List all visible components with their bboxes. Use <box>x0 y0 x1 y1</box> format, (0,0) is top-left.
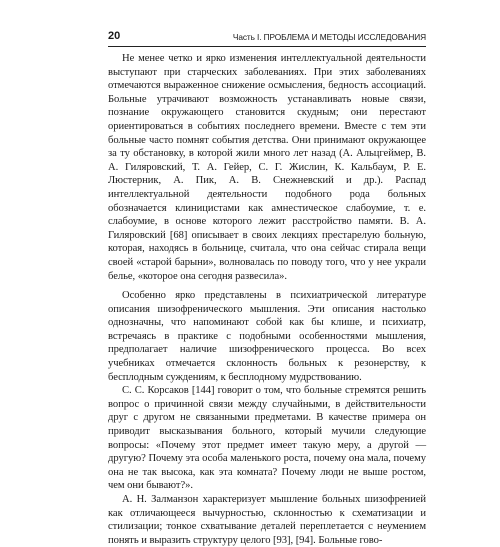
paragraph: Не менее четко и ярко изменения интеллектуальной деятельности выступают при старческих заболеваниях. При этих заболеваниях отмечаются выраженное снижение осмысления, бедность ассоциаций. Больные утрачивают возможность устанавливать новые связи, познание окружающего становится скудным; они перестают ориентироваться в событиях последнего времени. Вместе с тем эти больные часто помнят события детства. Они принимают окружающее за ту обстановку, в которой жили много лет назад (А. Альцгеймер, В. А. Гиляровский, Т. А. Гейер, С. Г. Жислин, К. Кальбаум, Р. Е. Люстерник, А. Пик, А. В. Снежневский и др.). Распад интеллектуальной деятельности подобного рода больных обозначается клиницистами как амнестическое слабоумие, т. е. слабоумие, в основе которого лежит расстройство памяти. В. А. Гиляровский [68] описывает в своих лекциях престарелую больную, которая, находясь в больнице, считала, что она сейчас стирала вещи своей «старой барыни», волновалась по поводу того, что у нее украли белье, «которое она сегодня развесила». <box>108 53 426 282</box>
body-text <box>108 52 426 547</box>
running-head: Часть I. ПРОБЛЕМА И МЕТОДЫ ИССЛЕДОВАНИЯ <box>232 32 426 42</box>
page-header <box>108 30 426 47</box>
paragraph: С. С. Корсаков [144] говорит о том, что больные стремятся решить вопрос о причинной связи между случайными, в действительности друг с другом не связанными предметами. В качестве примера он приводит высказывания больного, который мучили следующие вопросы: «Почему этот предмет имеет такую меру, а другой — другую? Почему эта особа маленького роста, почему она мала, почему она не так высока, как эта комната? Почему люди не выше ростом, чем они бывают?». <box>108 385 426 492</box>
page-number: 20 <box>108 30 121 42</box>
paragraph: А. Н. Залманзон характеризует мышление больных шизофренией как отличающееся вычурностью, склонностью к схематизации и стилизации; тонкое схватывание деталей переплетается с неумением понять и выразить структуру целого [93], [94]. Больные гово- <box>108 494 426 546</box>
paragraph: Особенно ярко представлены в психиатрической литературе описания шизофренического мышления. Эти описания настолько однозначны, что напоминают собой как бы клише, и психиатр, встречаясь в практике с подобными особенностями мышления, предполагает наличие шизофренического процесса. Во всех учебниках отмечается склонность больных к резонерству, к бесплодным суждениям, к бесплодному мудрствованию. <box>108 290 426 383</box>
